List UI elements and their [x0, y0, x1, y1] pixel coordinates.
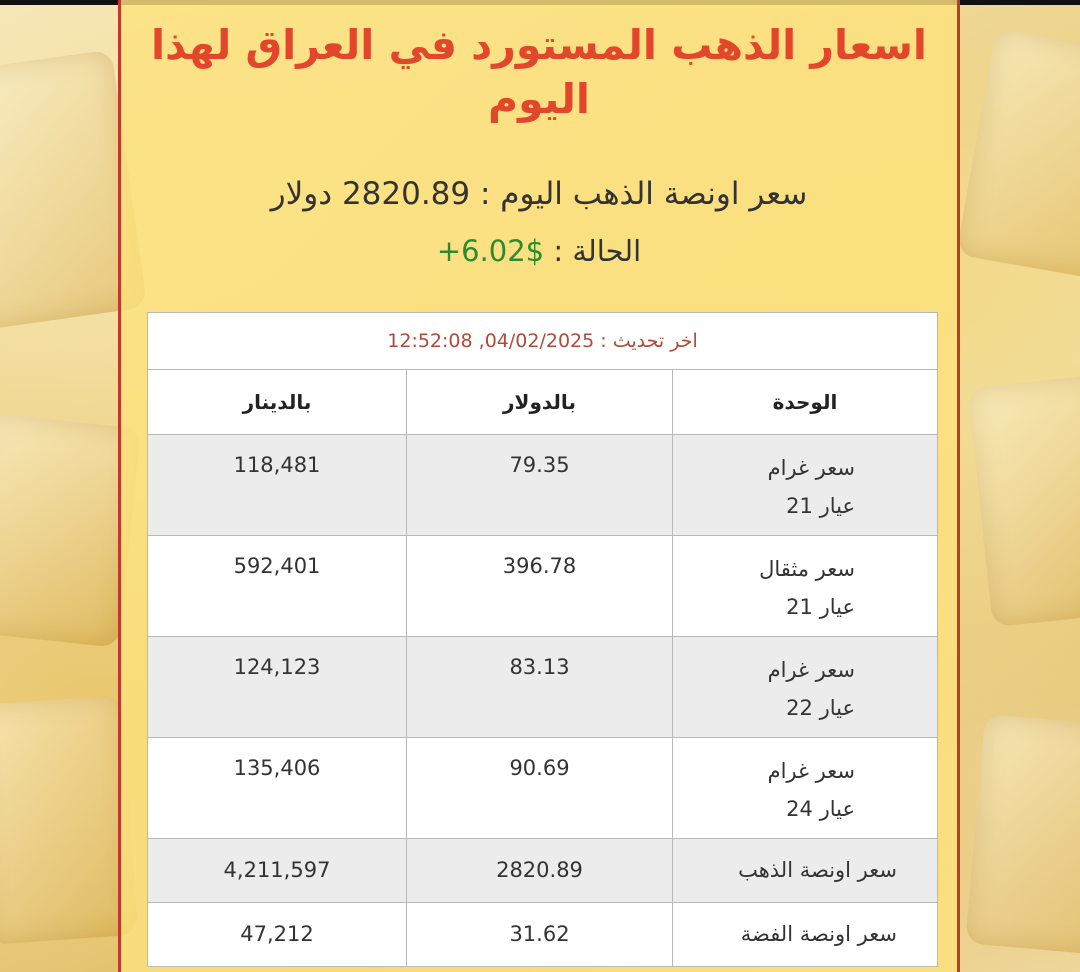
unit-cell	[673, 637, 938, 738]
iqd-cell: 124,123	[148, 637, 407, 738]
table-row	[148, 839, 938, 903]
unit-line: عيار 21	[786, 494, 855, 518]
usd-cell: 396.78	[407, 536, 673, 637]
unit-cell	[673, 435, 938, 536]
gold-bar-image	[968, 373, 1080, 627]
unit-line: عيار 21	[786, 595, 855, 619]
unit-cell	[673, 536, 938, 637]
usd-cell: 90.69	[407, 738, 673, 839]
last-update: اخر تحديث : 04/02/2025, 12:52:08	[148, 313, 938, 370]
unit-line: سعر غرام	[767, 456, 855, 480]
unit-line: سعر مثقال	[759, 557, 855, 581]
usd-cell: 83.13	[407, 637, 673, 738]
status-line	[121, 234, 957, 268]
header-usd: بالدولار	[407, 370, 673, 435]
table-row	[148, 903, 938, 967]
iqd-cell: 135,406	[148, 738, 407, 839]
unit-cell: سعر اونصة الفضة	[673, 903, 938, 967]
unit-cell: سعر اونصة الذهب	[673, 839, 938, 903]
gold-price-panel	[118, 0, 960, 972]
usd-cell: 2820.89	[407, 839, 673, 903]
ounce-price-line	[121, 176, 957, 212]
iqd-cell: 47,212	[148, 903, 407, 967]
unit-line: سعر غرام	[767, 759, 855, 783]
table-row	[148, 435, 938, 536]
table-row	[148, 536, 938, 637]
table-row	[148, 637, 938, 738]
unit-line: عيار 22	[786, 696, 855, 720]
header-unit: الوحدة	[673, 370, 938, 435]
status-label: الحالة :	[553, 234, 642, 268]
price-table	[147, 312, 938, 967]
gold-bar-image	[965, 714, 1080, 956]
ounce-price-label: سعر اونصة الذهب اليوم :	[480, 176, 808, 212]
unit-cell	[673, 738, 938, 839]
unit-line: عيار 24	[786, 797, 855, 821]
table-header-row	[148, 370, 938, 435]
usd-cell: 79.35	[407, 435, 673, 536]
gold-bar-image	[956, 28, 1080, 282]
usd-cell: 31.62	[407, 903, 673, 967]
status-change-value: +6.02$	[436, 234, 545, 268]
ounce-price-unit: دولار	[270, 176, 333, 212]
table-row	[148, 738, 938, 839]
header-iqd: بالدينار	[148, 370, 407, 435]
page-title: اسعار الذهب المستورد في العراق لهذا اليوم	[151, 21, 927, 123]
unit-line: سعر غرام	[767, 658, 855, 682]
iqd-cell: 592,401	[148, 536, 407, 637]
iqd-cell: 118,481	[148, 435, 407, 536]
ounce-price-value: 2820.89	[341, 176, 471, 212]
iqd-cell: 4,211,597	[148, 839, 407, 903]
